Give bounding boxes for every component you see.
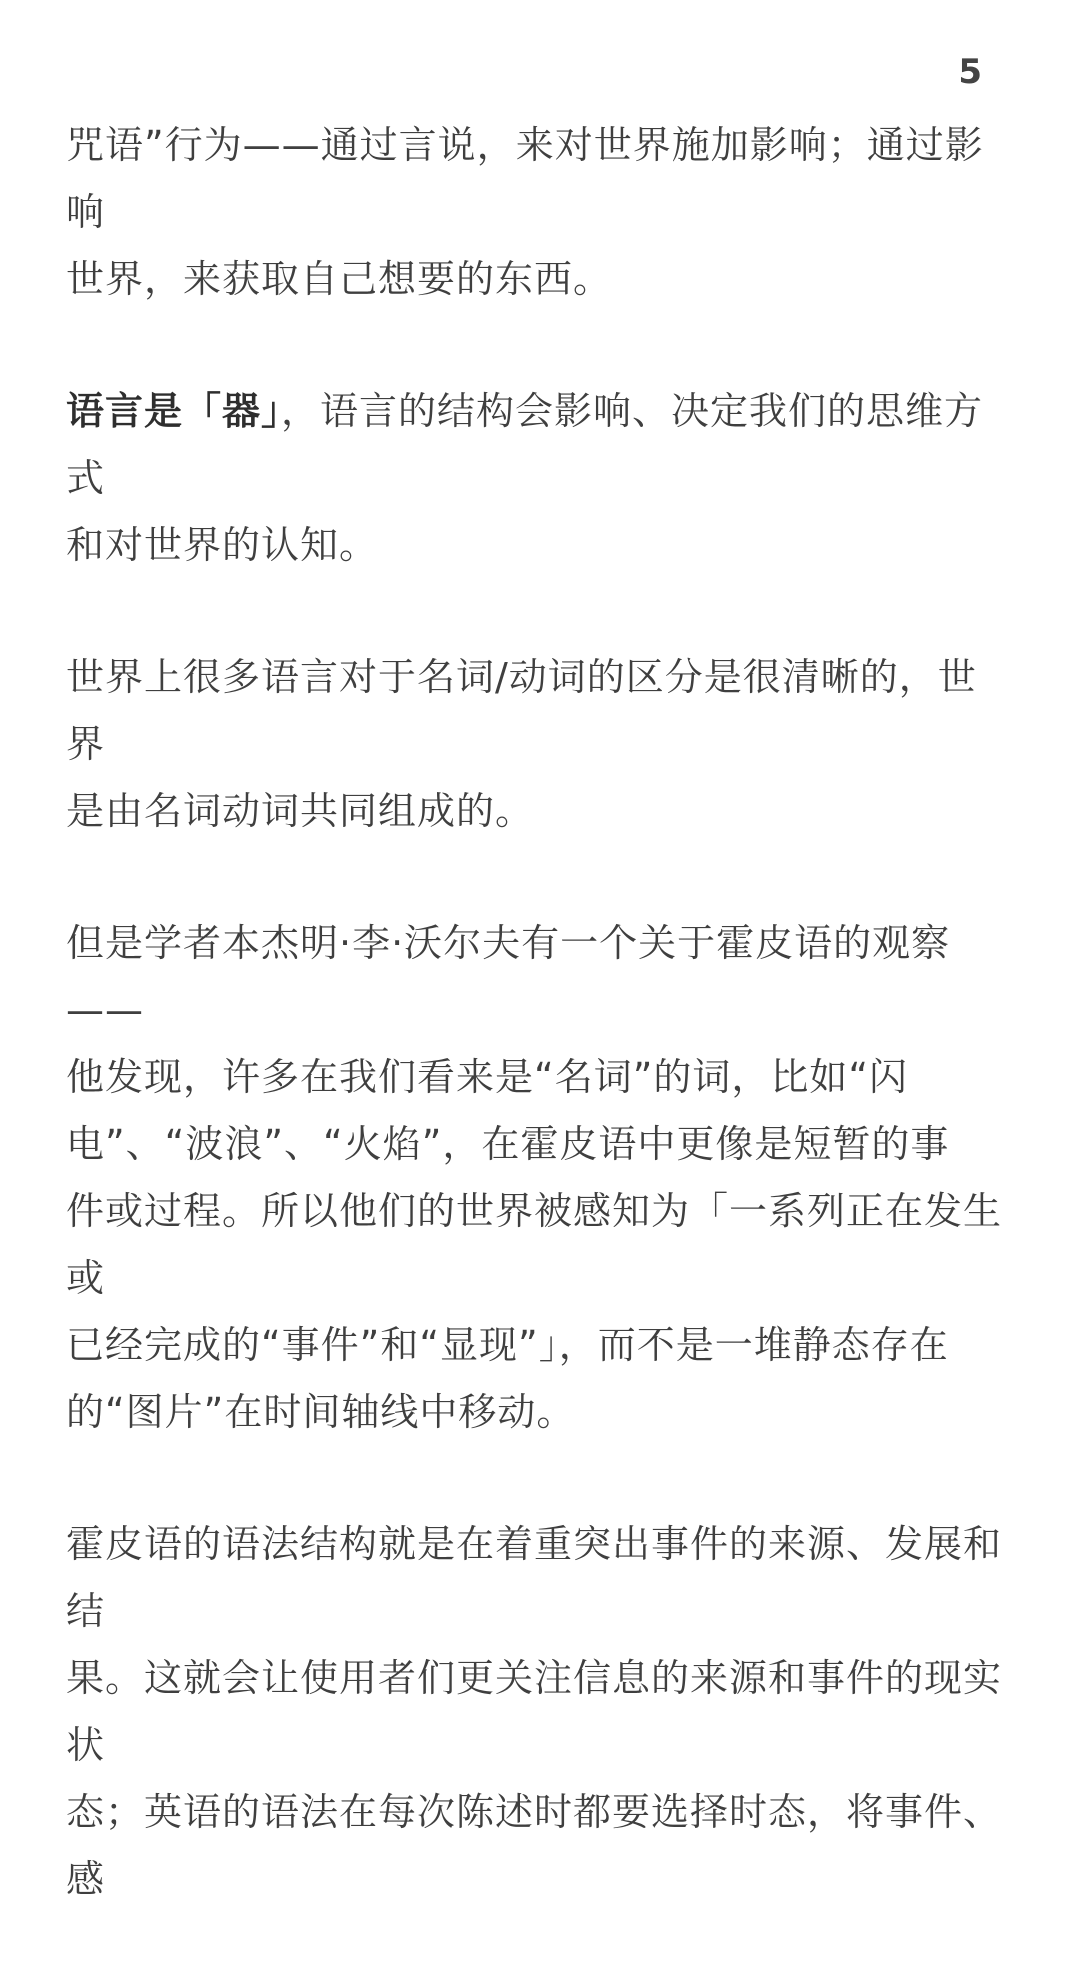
- text-line: 是由名词动词共同组成的。: [66, 789, 535, 833]
- article-body: [66, 112, 1012, 1978]
- page-number: 5: [958, 52, 982, 92]
- text-line: 和对世界的认知。: [66, 523, 379, 567]
- bold-lead-text: 语言是「器」: [66, 389, 282, 433]
- paragraph-1: [66, 112, 1012, 313]
- text-line: 世界上很多语言对于名词/动词的区分是很清晰的，世界: [66, 655, 977, 766]
- text-line: 咒语”行为——通过言说，来对世界施加影响；通过影响: [66, 123, 984, 234]
- paragraph-4: [66, 910, 1012, 1446]
- text-line: 但是学者本杰明·李·沃尔夫有一个关于霍皮语的观察——: [66, 921, 951, 1032]
- text-line: 电”、“波浪”、“火焰”，在霍皮语中更像是短暂的事: [66, 1122, 950, 1166]
- text-line: 他发现，许多在我们看来是“名词”的词，比如“闪: [66, 1055, 909, 1099]
- paragraph-3: [66, 644, 1012, 845]
- text-line: ，语言的结构会影响、决定我们的思维方式: [66, 389, 984, 500]
- text-line: 件或过程。所以他们的世界被感知为「一系列正在发生或: [66, 1189, 1003, 1300]
- text-line: 霍皮语的语法结构就是在着重突出事件的来源、发展和结: [66, 1522, 1003, 1633]
- text-line: 已经完成的“事件”和“显现”」，而不是一堆静态存在: [66, 1323, 949, 1367]
- text-line: 果。这就会让使用者们更关注信息的来源和事件的现实状: [66, 1656, 1003, 1767]
- text-line: 态；英语的语法在每次陈述时都要选择时态，将事件、感: [66, 1790, 1003, 1901]
- paragraph-2: [66, 378, 1012, 579]
- text-line: 世界，来获取自己想要的东西。: [66, 257, 613, 301]
- text-line: 的“图片”在时间轴线中移动。: [66, 1390, 576, 1434]
- paragraph-5: [66, 1511, 1012, 1913]
